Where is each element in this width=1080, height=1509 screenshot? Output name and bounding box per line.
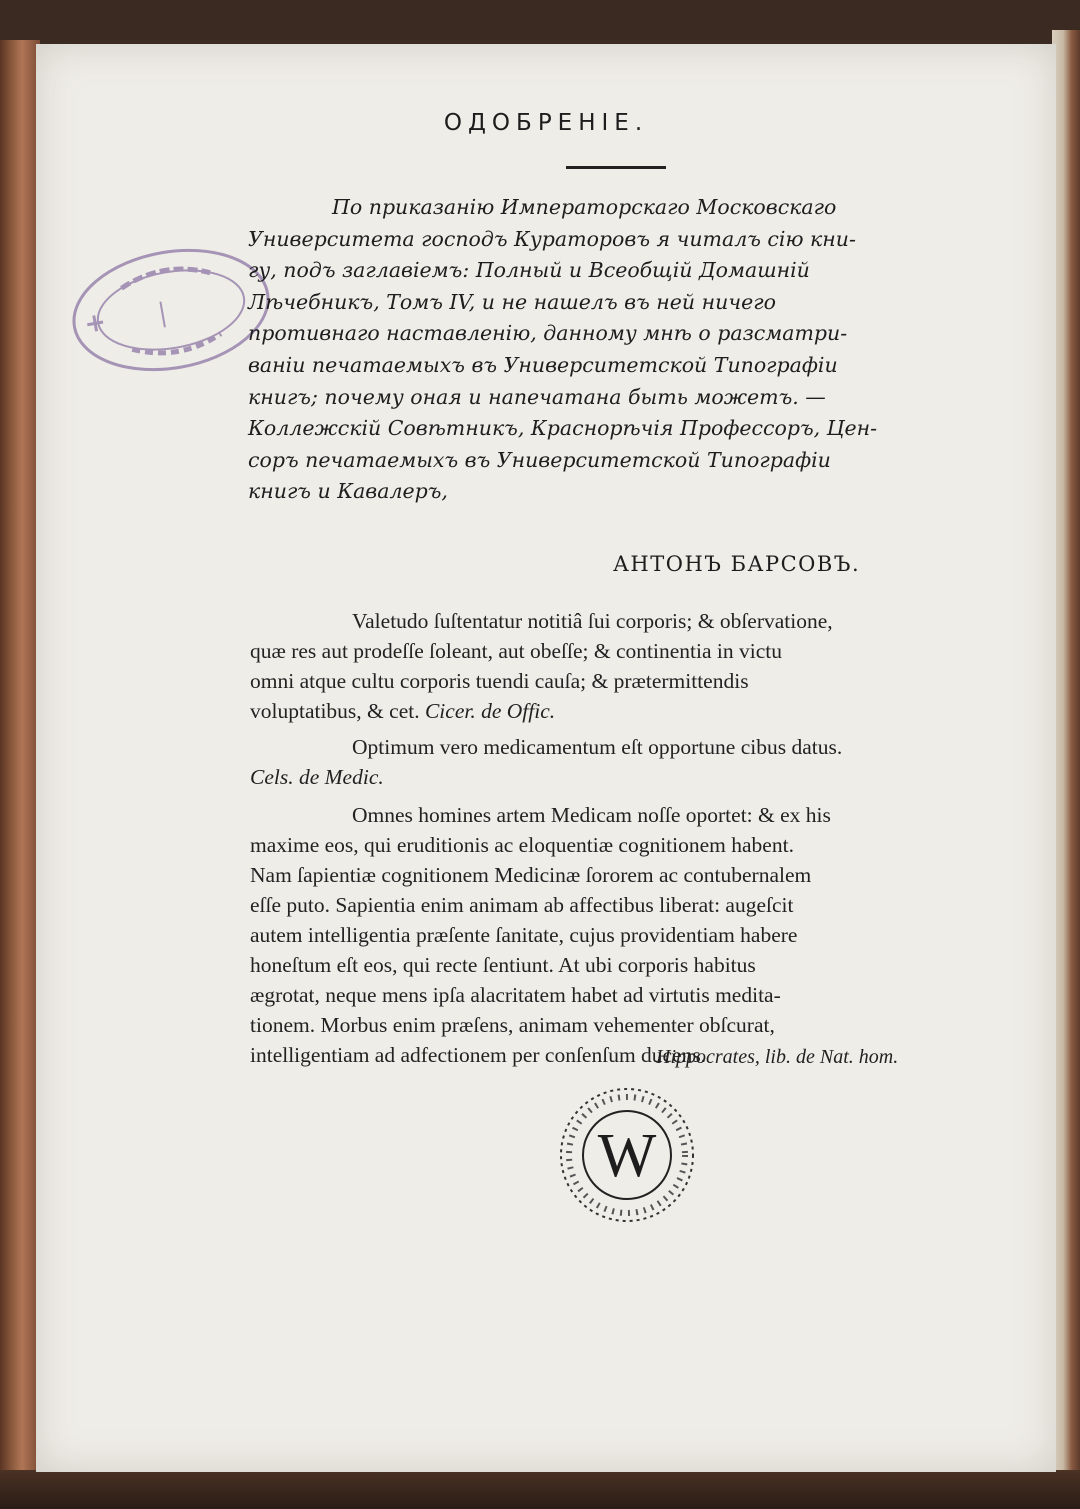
quote-line: tionem. Morbus enim præſens, animam vehementer obſcurat, <box>250 1013 775 1037</box>
approval-text <box>248 192 988 508</box>
table-surface <box>0 1470 1080 1509</box>
quote-line: eſſe puto. Sapientia enim animam ab affectibus liberat: augeſcit <box>250 893 794 917</box>
quote-line: autem intelligentia præſente ſanitate, cujus providentiam habere <box>250 923 798 947</box>
quote-line: voluptatibus, & cet. <box>250 699 420 723</box>
heading-rule <box>566 166 666 169</box>
page-heading: ОДОБРЕНІЕ. <box>443 110 649 136</box>
monogram-letter: W <box>597 1122 657 1190</box>
quote-line: Nam ſapientiæ cognitionem Medicinæ ſororem ac contubernalem <box>250 863 812 887</box>
quote-source: Cels. de Medic. <box>250 765 384 789</box>
quote-attribution: Hippocrates, lib. de Nat. hom. <box>656 1046 899 1068</box>
quote-line: Valetudo ſuſtentatur notitiâ ſui corporis; & obſervatione, <box>352 609 833 633</box>
quote-cicero <box>250 606 1000 726</box>
approval-line: книгъ; почему оная и напечатана быть можетъ. — <box>248 384 826 409</box>
quote-line: honeſtum eſt eos, qui recte ſentiunt. At ubi corporis habitus <box>250 953 756 977</box>
quote-line: Optimum vero medicamentum eſt opportune cibus datus. <box>352 735 843 759</box>
quote-line: maxime eos, qui eruditionis ac eloquentiæ cognitionem habent. <box>250 833 794 857</box>
approval-line: соръ печатаемыхъ въ Университетской Типографіи <box>248 447 831 472</box>
quote-line: Omnes homines artem Medicam noſſe oportet: & ex his <box>352 803 831 827</box>
censor-signature: АНТОНЪ БАРСОВЪ. <box>613 552 861 576</box>
quote-line: ægrotat, neque mens ipſa alacritatem habet ad virtutis medita- <box>250 983 781 1007</box>
approval-line: Коллежскій Совѣтникъ, Краснорѣчія Профессоръ, Цен- <box>248 416 878 441</box>
quote-line: quæ res aut prodeſſe ſoleant, aut obeſſe; & continentia in victu <box>250 639 782 663</box>
book-binding-left <box>0 40 40 1480</box>
quote-hippocrates <box>250 800 1000 1070</box>
approval-line: Лѣчебникъ, Томъ IV, и не нашелъ въ ней ничего <box>248 289 776 314</box>
book-page <box>36 44 1056 1472</box>
quote-celsus <box>250 732 1000 792</box>
quote-line: intelligentiam ad adfectionem per conſenſum ducens. <box>250 1043 707 1067</box>
printer-monogram-icon <box>552 1080 702 1230</box>
quote-source: Cicer. de Offic. <box>424 699 556 723</box>
quote-line: omni atque cultu corporis tuendi cauſa; & prætermittendis <box>250 669 749 693</box>
approval-line: противнаго наставленію, данному мнѣ о разсматри- <box>248 321 848 346</box>
approval-line: гу, подъ заглавіемъ: Полный и Всеобщій Домашній <box>248 258 810 283</box>
approval-line: По приказанію Императорскаго Московскаго <box>332 195 837 219</box>
approval-line: книгъ и Кавалеръ, <box>248 479 448 504</box>
approval-line: ваніи печатаемыхъ въ Университетской Типографіи <box>248 352 838 377</box>
book-binding-right <box>1052 30 1080 1509</box>
approval-line: Университета господъ Кураторовъ я читалъ сію кни- <box>248 226 856 251</box>
